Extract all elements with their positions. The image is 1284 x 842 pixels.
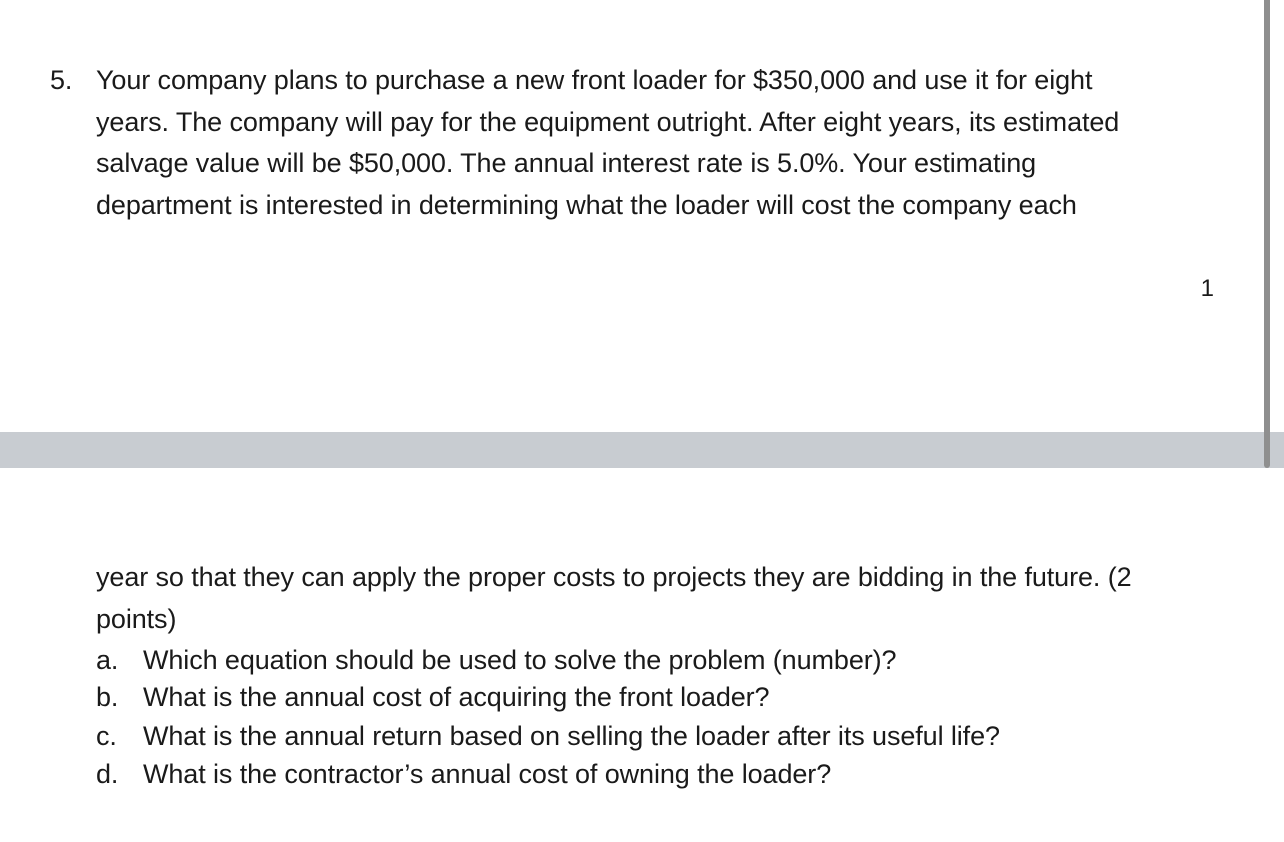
question-line-5: year so that they can apply the proper costs to projects they are bidding in the future. (2 xyxy=(96,562,1132,592)
question-number: 5. xyxy=(50,65,73,95)
page-number: 1 xyxy=(1200,275,1214,302)
item-c-letter: c. xyxy=(96,721,117,751)
question-line-6: points) xyxy=(96,604,177,634)
page-2 xyxy=(0,468,1284,842)
question-line-3: salvage value will be $50,000. The annual interest rate is 5.0%. Your estimating xyxy=(96,148,1037,178)
item-b-text: What is the annual cost of acquiring the front loader? xyxy=(143,682,770,712)
item-a-text: Which equation should be used to solve the problem (number)? xyxy=(143,645,897,675)
question-line-1: Your company plans to purchase a new front loader for $350,000 and use it for eight xyxy=(96,65,1093,95)
item-b-letter: b. xyxy=(96,682,119,712)
item-c-text: What is the annual return based on selling the loader after its useful life? xyxy=(143,721,1000,751)
vertical-scrollbar[interactable] xyxy=(1264,0,1270,468)
question-line-4: department is interested in determining what the loader will cost the company each xyxy=(96,190,1077,220)
item-d-text: What is the contractor’s annual cost of owning the loader? xyxy=(143,759,832,789)
item-d-letter: d. xyxy=(96,759,119,789)
page-break-gap xyxy=(0,432,1284,468)
item-a-letter: a. xyxy=(96,645,119,675)
question-line-2: years. The company will pay for the equipment outright. After eight years, its estimated xyxy=(96,107,1120,137)
